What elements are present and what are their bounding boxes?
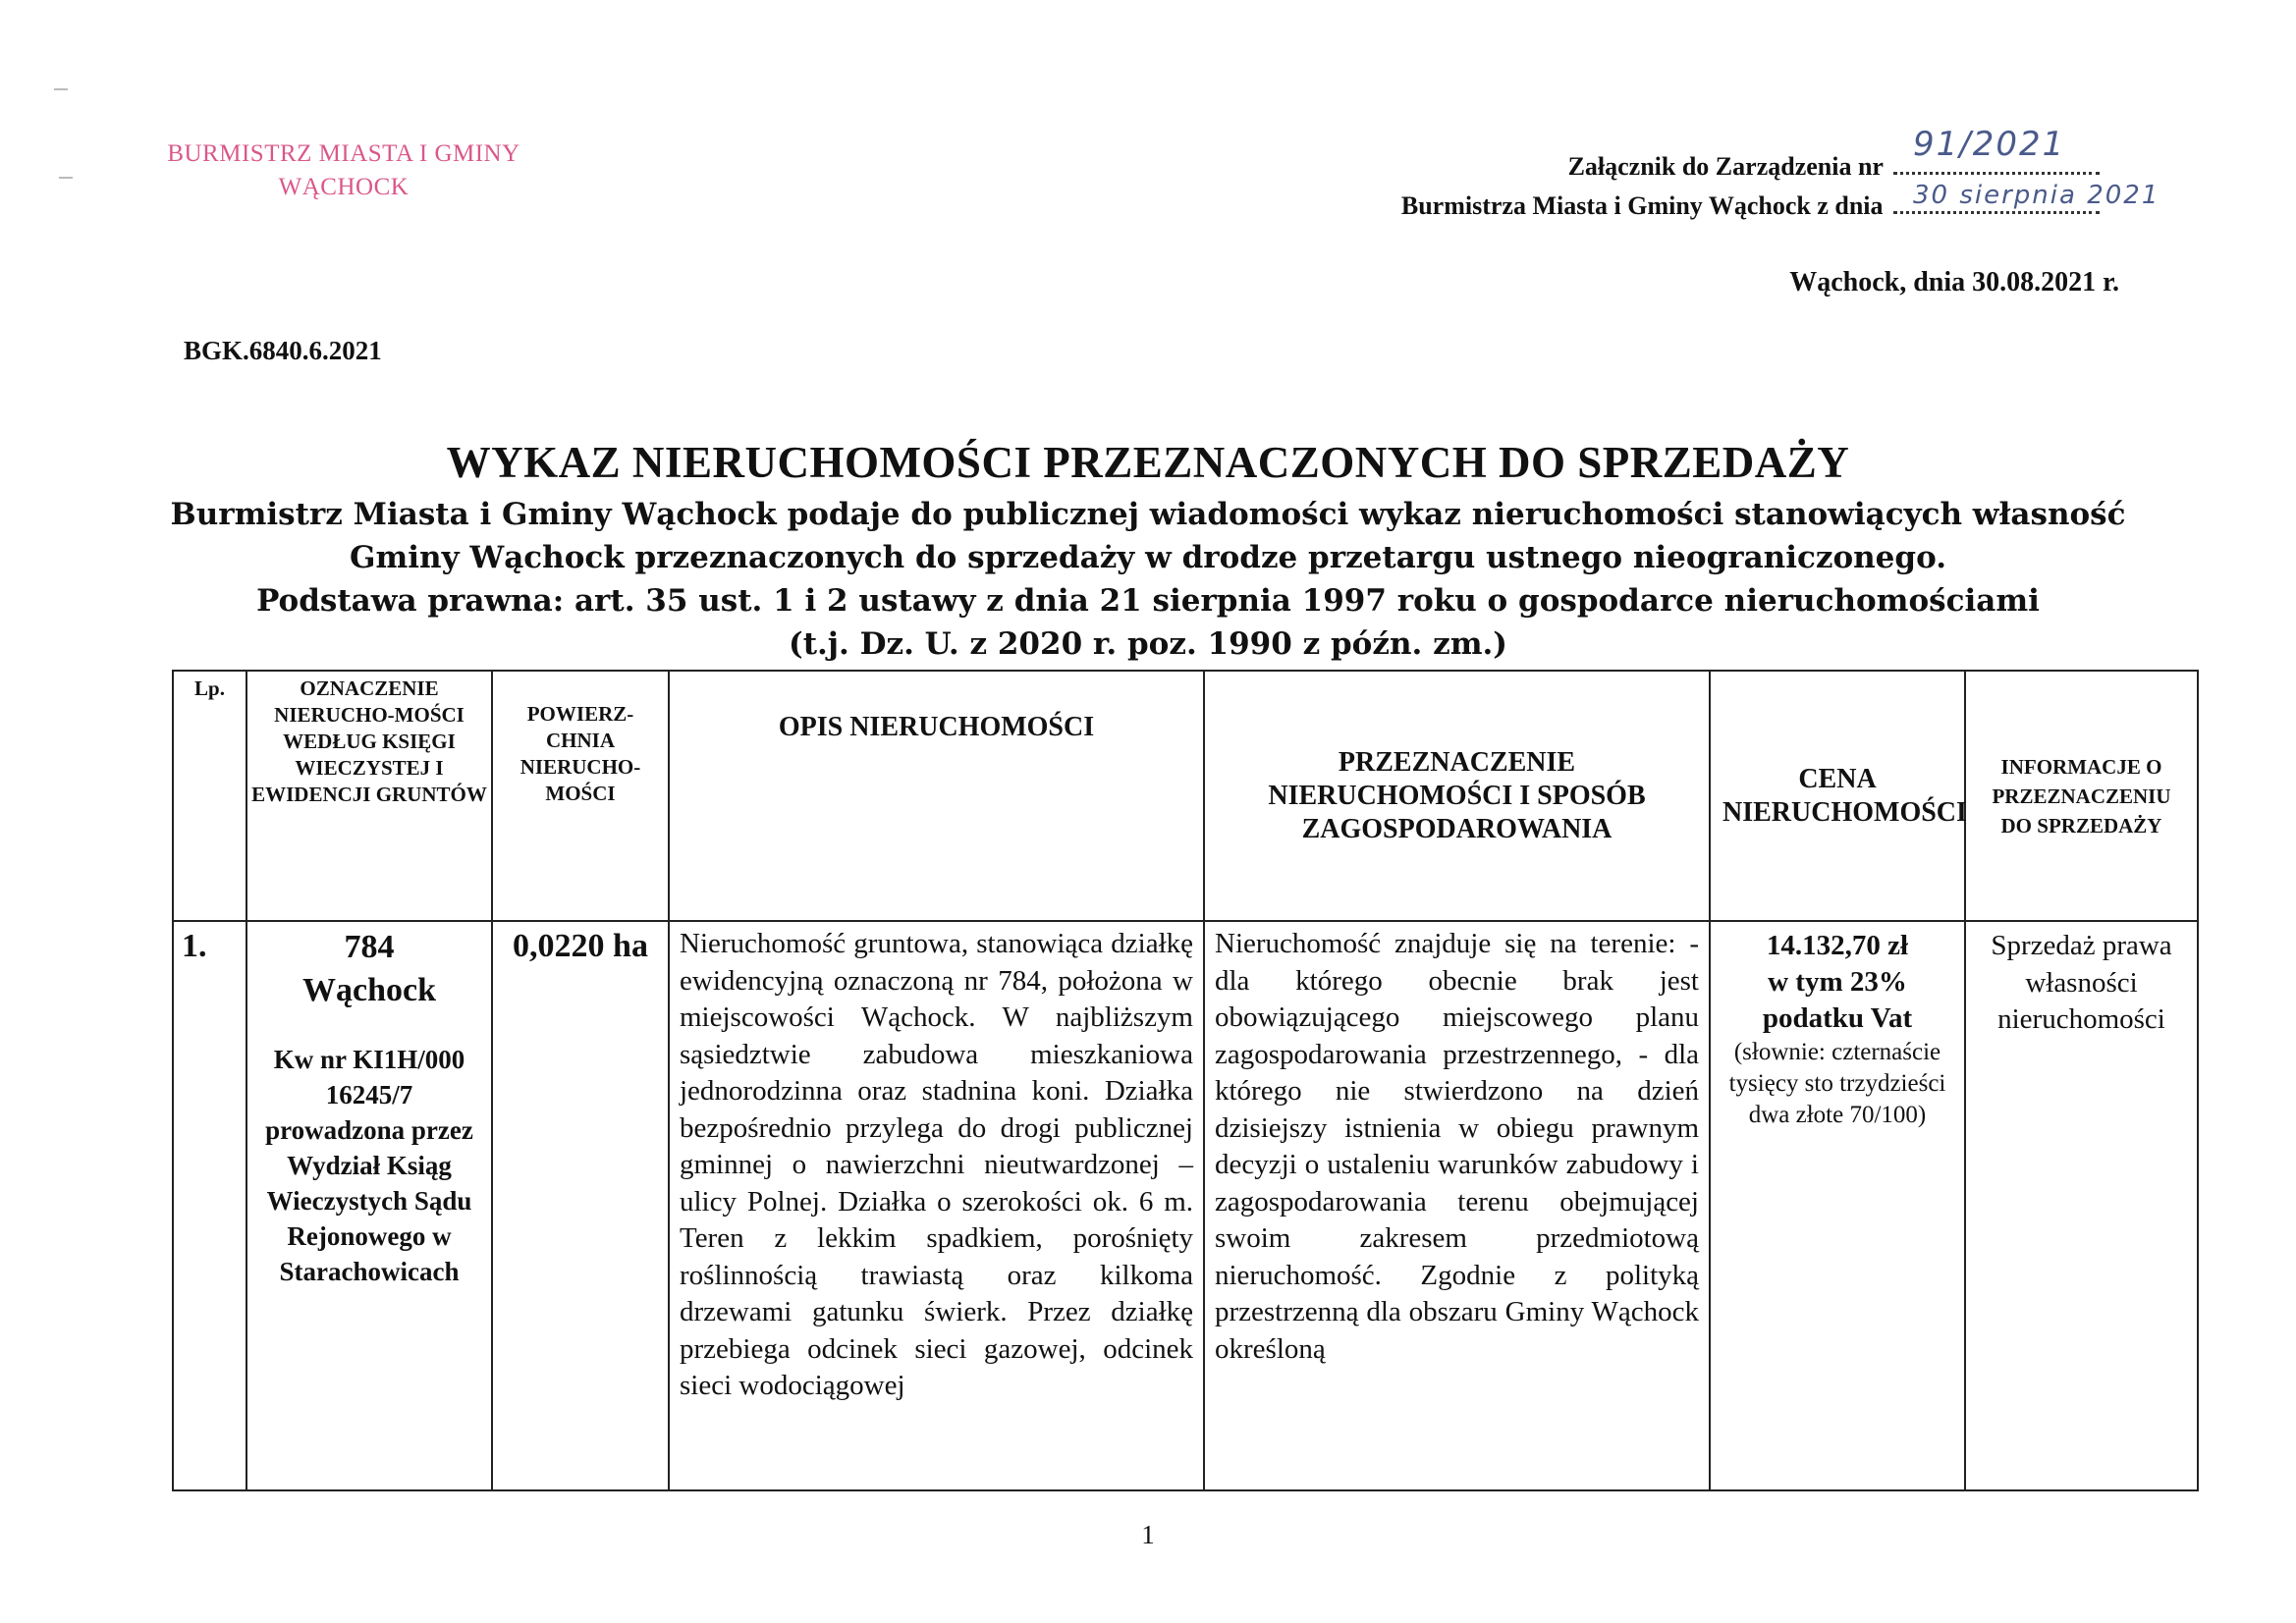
attachment-issuer: Burmistrza Miasta i Gminy Wąchock z dnia (1400, 191, 1884, 220)
description-cell: Nieruchomość gruntowa, stanowiąca działkę ewidencyjną oznaczoną nr 784, położona w miejscowości Wąchock. W najbliższym sąsiedztwie zabudowa mieszkaniowa jednorodzinna oraz stadnina koni. Działka bezpośrednio przylega do drogi publicznej gminnej o nawierzchni nieutwardzonej – ulicy Polnej. Działka o szerokości ok. 6 m. Teren z lekkim spadkiem, porośnięty roślinnością trawiastą oraz kilkoma drzewami gatunku świerk. Przez działkę przebiega odcinek sieci gazowej, odcinek sieci wodociągowej (669, 921, 1204, 1490)
land-register: Kw nr KI1H/000 16245/7 prowadzona przez Wydział Ksiąg Wieczystych Sądu Rejonowego w Starachowicach (265, 1045, 473, 1286)
header-price: CENA NIERUCHOMOŚCI (1710, 671, 1965, 921)
stamp-line-1: BURMISTRZ MIASTA I GMINY (167, 140, 520, 167)
plot-cell (246, 921, 492, 1490)
place-date: Wąchock, dnia 30.08.2021 r. (1789, 267, 2119, 298)
office-stamp (147, 137, 540, 204)
intro-line-1: Burmistrz Miasta i Gminy Wąchock podaje do publicznej wiadomości wykaz nieruchomości stanowiących własność (170, 497, 2126, 532)
price-amount: 14.132,70 zł (1766, 930, 1909, 961)
stamp-line-2: WĄCHOCK (278, 174, 410, 200)
header-lp: Lp. (173, 671, 246, 921)
attachment-label: Załącznik do Zarządzenia nr (1567, 152, 1884, 181)
intro-line-2: Gminy Wąchock przeznaczonych do sprzedaży w drodze przetargu ustnego nieograniczonego. (349, 540, 1947, 575)
reference-number: BGK.6840.6.2021 (184, 336, 382, 365)
info-cell: Sprzedaż prawa własności nieruchomości (1965, 921, 2198, 1490)
property-table (172, 670, 2199, 1491)
intro-line-4: (t.j. Dz. U. z 2020 r. poz. 1990 z późn. zm.) (789, 626, 1507, 662)
attachment-line-2 (1400, 181, 2160, 226)
document-title: WYKAZ NIERUCHOMOŚCI PRZEZNACZONYCH DO SPRZEDAŻY (446, 438, 1850, 487)
handwritten-number: 91/2021 (1913, 125, 2066, 164)
page-number: 1 (1141, 1520, 1155, 1549)
header-info: INFORMACJE O PRZEZNACZENIU DO SPRZEDAŻY (1965, 671, 2198, 921)
area-cell: 0,0220 ha (492, 921, 669, 1490)
handwritten-date-field (1893, 181, 2160, 214)
price-vat: w tym 23% podatku Vat (1762, 966, 1913, 1034)
header-description: OPIS NIERUCHOMOŚCI (669, 671, 1204, 921)
attachment-note (1400, 125, 2160, 226)
plot-place: Wąchock (302, 972, 436, 1008)
table-row (173, 921, 2198, 1490)
plot-number: 784 (344, 929, 395, 965)
handwritten-date: 30 sierpnia 2021 (1913, 181, 2160, 210)
header-designation: OZNACZENIE NIERUCHO-MOŚCI WEDŁUG KSIĘGI WIECZYSTEJ I EWIDENCJI GRUNTÓW (246, 671, 492, 921)
price-in-words: (słownie: czternaście tysięcy sto trzydzieści dwa złote 70/100) (1728, 1039, 1946, 1128)
intro-line-3: Podstawa prawna: art. 35 ust. 1 i 2 ustawy z dnia 21 sierpnia 1997 roku o gospodarce nieruchomościami (256, 583, 2040, 619)
table-header-row (173, 671, 2198, 921)
row-lp: 1. (173, 921, 246, 1490)
handwritten-number-field (1893, 125, 2100, 175)
scan-mark (59, 177, 73, 179)
header-purpose: PRZEZNACZENIE NIERUCHOMOŚCI I SPOSÓB ZAGOSPODAROWANIA (1204, 671, 1710, 921)
header-area: POWIERZ-CHNIA NIERUCHO-MOŚCI (492, 671, 669, 921)
purpose-cell: Nieruchomość znajduje się na terenie: - dla którego obecnie brak jest obowiązującego miejscowego planu zagospodarowania przestrzennego, - dla którego nie stwierdzono na dzień dzisiejszy istnienia w obiegu prawnym decyzji o ustaleniu warunków zabudowy i zagospodarowania terenu obejmującej swoim zakresem przedmiotową nieruchomość. Zgodnie z polityką przestrzenną dla obszaru Gminy Wąchock określoną (1204, 921, 1710, 1490)
price-cell (1710, 921, 1965, 1490)
intro-text (0, 493, 2296, 666)
scan-mark (54, 88, 68, 90)
